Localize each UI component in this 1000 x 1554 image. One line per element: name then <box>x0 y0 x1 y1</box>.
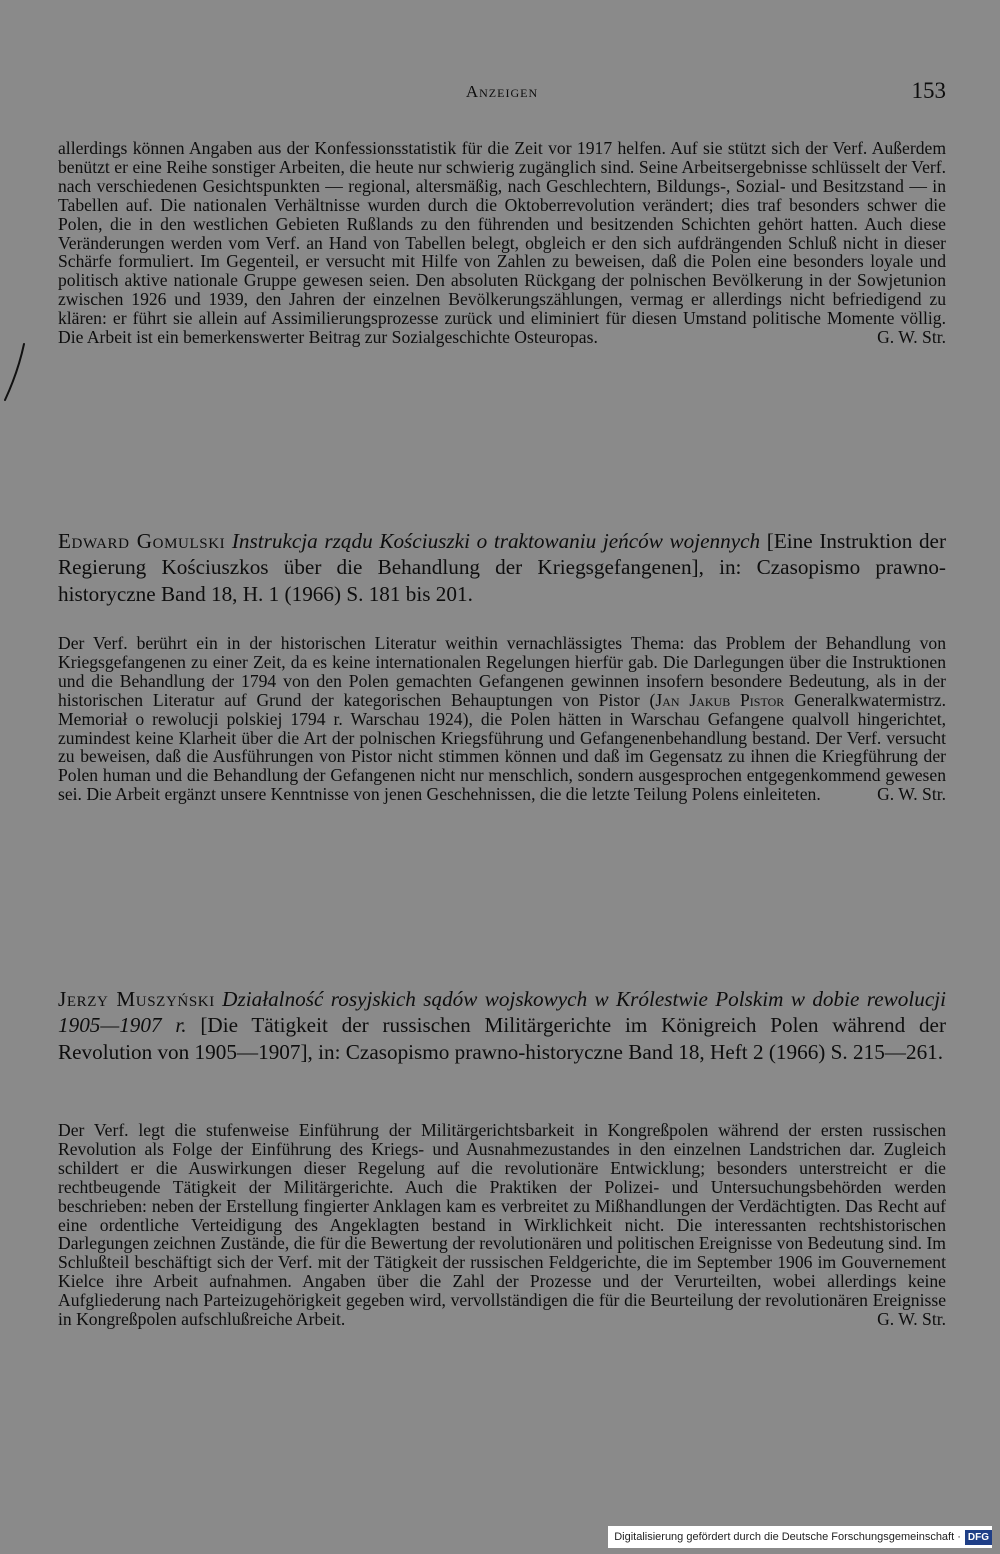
review-heading-muszynski <box>58 986 946 1065</box>
review-heading <box>58 528 946 607</box>
review-citation: [Eine Instruktion der Regierung Kościuszkos über die Behandlung der Kriegsgefangenen], in: Czasopismo prawno-historyczne Band 18, H. 1 (1966) S. 181 bis 201. <box>58 529 946 606</box>
review-body-content: Der Verf. legt die stufenweise Einführung der Militärgerichtsbarkeit in Kongreßpolen während der ersten russischen Revolution als Folge der Einführung des Kriegs- und Ausnahmezustandes in den einzelnen Landstrichen dar. Zugleich schildert er die Auswirkungen dieser Regelung auf die revolutionäre Entwicklung; besonders unterstreicht er die rechtbeugende Tätigkeit der Militärgerichte. Auch die Praktiken der Polizei- und Untersuchungsbehörden werden beschrieben: neben der Erstellung fingierter Anklagen kam es verbreitet zu Mißhandlungen der Verdächtigten. Das Recht auf eine ordentliche Verteidigung des Angeklagten bestand in Wirklichkeit nicht. Die interessanten rechtshistorischen Darlegungen zeichnen Zustände, die für die Bewertung der revolutionären und politischen Ereignisse von Bedeutung sind. Im Schlußteil beschäftigt sich der Verf. mit der Tätigkeit der russischen Feldgerichte, die im September 1906 im Gouvernement Kielce ihre Arbeit aufnahmen. Angaben über die Zahl der Prozesse und der Verurteilten, wobei allerdings keine Aufgliederung nach Parteizugehörigkeit gegeben wird, vervollständigen die für die Beurteilung der revolutionären Ereignisse in Kongreßpolen aufschlußreiche Arbeit. <box>58 1120 946 1330</box>
review-author: Jerzy Muszyński <box>58 987 215 1011</box>
section-continued-review <box>58 139 946 347</box>
review-title-polish: Działalność rosyjskich sądów wojskowych w Królestwie Polskim w dobie rewolucji 1905—1907 r. <box>58 987 947 1038</box>
review-body-muszynski <box>58 1121 946 1329</box>
running-title: Anzeigen <box>465 82 539 101</box>
review-body-text <box>58 634 946 804</box>
review-body-text <box>58 1121 946 1329</box>
review-body-content: Generalkwatermistrz. Memoriał o rewolucji polskiej 1794 r. Warschau 1924), die Polen hätten in Warschau Gefangene qualvoll hingerichtet, zumindest keine Klarheit über die Art der polnischen Kriegsführung und Gefangenenbehandlung bestand. Der Verf. versucht zu beweisen, daß die Ausführungen von Pistor nicht stimmen können und daß im Gegensatz zu ihnen die Kriegführung der Polen human und die Behandlung der Gefangenen nicht nur menschlich, sondern ausgesprochen entgegenkommend gewesen sei. Die Arbeit ergänzt unsere Kenntnisse von jenen Geschehnissen, die die letzte Teilung Polens einleiteten. <box>58 689 946 805</box>
funding-note: Digitalisierung gefördert durch die Deutsche Forschungsgemeinschaft · <box>614 1531 961 1543</box>
review-author: Edward Gomulski <box>58 529 226 553</box>
reviewer-signature: G. W. Str. <box>877 327 946 348</box>
cited-author: Jan Jakub Pistor <box>655 689 785 710</box>
review-body-content: allerdings können Angaben aus der Konfessionsstatistik für die Zeit vor 1917 helfen. Auf sie stützt sich der Verf. Außerdem benützt er eine Reihe sonstiger Arbeiten, die heute nur schwierig zugänglich sind. Seine Arbeitsergebnisse schlüsselt der Verf. nach verschiedenen Gesichtspunkten — regional, altersmäßig, nach Geschlechtern, Bildungs-, Sozial- und Besitzstand — in Tabellen auf. Die nationalen Verhältnisse wurden durch die Oktoberrevolution verändert; dies traf besonders schwer die Polen, die in den westlichen Gebieten Rußlands zu den führenden und besitzenden Schichten gehört hatten. Auch diese Veränderungen werden vom Verf. an Hand von Tabellen belegt, obgleich er den sich aufdrängenden Schluß nicht in dieser Schärfe formuliert. Im Gegenteil, er versucht mit Hilfe von Zahlen zu beweisen, daß die Polen eine besonders loyale und politisch aktive nationale Gruppe gewesen seien. Den absoluten Rückgang der polnischen Bevölkerung in der Sowjetunion zwischen 1926 und 1939, den Jahren der einzelnen Bevölkerungszählungen, vermag er allerdings nicht befriedigend zu klären: er führt sie allein auf Assimilierungsprozesse zurück und eliminiert für diesen Umstand politische Momente völlig. Die Arbeit ist ein bemerkenswerter Beitrag zur Sozialgeschichte Osteuropas. <box>58 138 946 348</box>
review-body-content: Der Verf. berührt ein in der historischen Literatur weithin vernachlässigtes Thema: das Problem der Behandlung von Kriegsgefangenen zu einer Zeit, da es keine internationalen Regelungen hierfür gab. Die Darlegungen über die Instruktionen und die Behandlung der 1794 von den Polen gemachten Gefangenen gewinnen insofern besondere Bedeutung, als in der historischen Literatur auf Grund der kategorischen Behauptungen von Pistor ( <box>58 633 946 710</box>
review-citation: [Die Tätigkeit der russischen Militärgerichte im Königreich Polen während der Revolution von 1905—1907], in: Czasopismo prawno-historyczne Band 18, Heft 2 (1966) S. 215—261. <box>58 1013 946 1064</box>
reviewer-signature: G. W. Str. <box>877 784 946 805</box>
dfg-logo: DFG <box>965 1530 992 1545</box>
page-header <box>58 78 946 110</box>
review-body-text <box>58 139 946 347</box>
review-heading-gomulski <box>58 528 946 607</box>
reviewer-signature: G. W. Str. <box>877 1309 946 1330</box>
margin-pencil-mark <box>2 342 28 404</box>
review-title-polish: Instrukcja rządu Kościuszki o traktowaniu jeńców wojennych <box>231 529 761 553</box>
review-body-gomulski <box>58 634 946 804</box>
review-heading <box>58 986 946 1065</box>
page-number: 153 <box>911 78 946 103</box>
digitization-footer <box>608 1526 992 1548</box>
